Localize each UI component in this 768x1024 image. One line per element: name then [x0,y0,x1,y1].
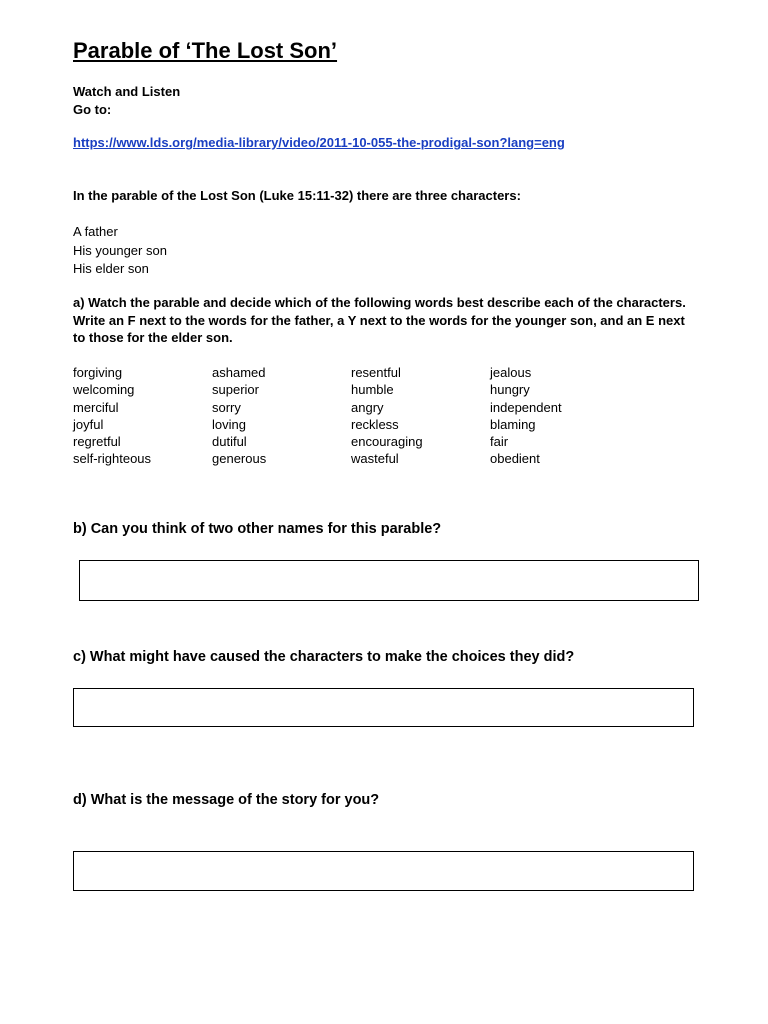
word-item: independent [490,399,562,415]
character-item: His elder son [73,261,149,276]
character-item: A father [73,224,118,239]
word-item: loving [212,416,246,432]
word-item: fair [490,434,509,450]
question-c: c) What might have caused the characters to make the choices they did? [73,649,575,665]
word-item: reckless [351,416,399,432]
page-title: Parable of ‘The Lost Son’ [73,38,338,63]
word-item: welcoming [73,382,135,398]
video-link[interactable]: https://www.lds.org/media-library/video/2011-10-055-the-prodigal-son?lang=eng [73,135,565,150]
question-a: a) Watch the parable and decide which of the following words best describe each of the characters. Write an F next to the words for the father, a Y next to the words for the younger son, and an E next to those for the elder son. [73,295,686,345]
watch-instruction: Watch and Listen [73,84,181,99]
word-item: encouraging [351,434,423,450]
word-item: blaming [490,416,536,432]
word-item: generous [212,451,267,467]
word-item: wasteful [351,451,399,467]
character-list [73,223,167,279]
answer-box-b[interactable] [79,560,699,601]
word-item: hungry [490,382,530,398]
answer-box-d[interactable] [73,851,694,891]
word-column [351,364,423,468]
word-item: merciful [73,399,119,415]
word-item: jealous [490,365,532,380]
word-column [212,364,266,468]
word-item: self-righteous [73,451,152,467]
word-column [490,364,562,468]
word-item: dutiful [212,434,247,450]
question-d: d) What is the message of the story for you? [73,792,380,808]
intro-text: In the parable of the Lost Son (Luke 15:11-32) there are three characters: [73,188,521,203]
word-item: forgiving [73,365,123,380]
word-item: obedient [490,451,540,467]
word-item: angry [351,399,384,415]
goto-label: Go to: [73,102,112,117]
word-item: ashamed [212,365,266,380]
word-bank [73,364,693,472]
word-column [73,364,151,468]
word-item: resentful [351,365,401,380]
word-item: superior [212,382,259,398]
answer-box-c[interactable] [73,688,694,727]
question-b: b) Can you think of two other names for this parable? [73,521,442,537]
word-item: sorry [212,399,241,415]
character-item: His younger son [73,242,167,258]
word-item: humble [351,382,394,398]
word-item: joyful [73,416,104,432]
word-item: regretful [73,434,121,450]
